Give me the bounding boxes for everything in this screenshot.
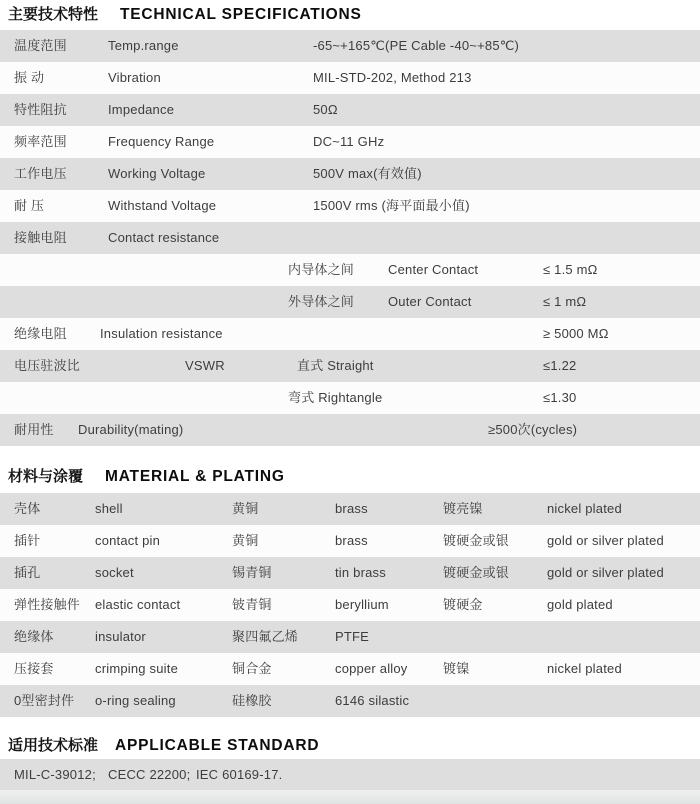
material-cn: 聚四氟乙烯 [232,629,299,644]
part-en: insulator [95,629,146,644]
part-cn: 插针 [14,533,41,548]
part-cn: 插孔 [14,565,41,580]
row-outer-contact [0,286,700,318]
label-en: Center Contact [388,262,479,277]
row-center-contact [0,254,700,286]
standard-title-cn: 适用技术标准 [8,737,99,754]
part-cn: 0型密封件 [14,693,75,708]
material-cn: 硅橡胶 [232,693,272,708]
row-vswr-straight [0,350,700,382]
label-en: Durability(mating) [78,422,184,437]
plating-en: nickel plated [547,661,622,676]
plating-cn: 镀硬金或银 [443,565,510,580]
label-en: Temp.range [108,38,179,53]
material-header [0,462,700,492]
label-cn: 特性阻抗 [14,102,67,117]
tech-specs-header [0,0,700,30]
material-en: copper alloy [335,661,408,676]
value: DC~11 GHz [313,134,385,149]
value: 50Ω [313,102,338,117]
row-shell [0,493,700,525]
material-cn: 黄铜 [232,533,259,548]
standards-row [0,759,700,790]
plating-en: gold or silver plated [547,533,664,548]
label-cn: 接触电阻 [14,230,67,245]
value: ≤1.30 [543,390,577,405]
label-en: Vibration [108,70,161,85]
standard-title-en: APPLICABLE STANDARD [115,737,320,754]
row-insulation-resistance [0,318,700,350]
material-title-en: MATERIAL & PLATING [105,468,285,485]
material-cn: 铜合金 [232,661,272,676]
value: 500V max(有效值) [313,166,422,181]
row-durability [0,414,700,446]
value: ≥ 5000 MΩ [543,326,609,341]
part-en: socket [95,565,134,580]
label-en: Withstand Voltage [108,198,217,213]
row-frequency-range [0,126,700,158]
material-en: beryllium [335,597,389,612]
label-en: Working Voltage [108,166,206,181]
tech-specs-title-cn: 主要技术特性 [8,6,99,23]
row-contact-resistance [0,222,700,254]
material-table [0,493,700,717]
row-socket [0,557,700,589]
label-cn: 内导体之间 [288,262,355,277]
standard-item: CECC 22200; [108,767,191,782]
sub-label: 弯式 Rightangle [288,390,383,405]
material-en: 6146 silastic [335,693,410,708]
row-vibration [0,62,700,94]
value: ≥500次(cycles) [488,422,578,437]
label-cn: 振 动 [14,70,45,85]
plating-cn: 镀亮镍 [443,501,483,516]
plating-en: gold plated [547,597,613,612]
value: -65~+165℃(PE Cable -40~+85℃) [313,38,520,53]
part-en: elastic contact [95,597,181,612]
page-edge-strip [0,790,700,804]
label-cn: 电压驻波比 [14,358,81,373]
part-en: shell [95,501,123,516]
value: 1500V rms (海平面最小值) [313,198,470,213]
label-cn: 频率范围 [14,134,67,149]
plating-cn: 镀硬金或银 [443,533,510,548]
material-cn: 铍青铜 [232,597,272,612]
material-cn: 锡青铜 [232,565,272,580]
part-cn: 壳体 [14,501,41,516]
tech-specs-title-en: TECHNICAL SPECIFICATIONS [120,6,362,23]
row-withstand-voltage [0,190,700,222]
row-vswr-right-angle [0,382,700,414]
plating-cn: 镀硬金 [443,597,483,612]
label-cn: 外导体之间 [288,294,355,309]
material-en: PTFE [335,629,370,644]
label-cn: 绝缘电阻 [14,326,67,341]
part-cn: 弹性接触件 [14,597,81,612]
value: ≤ 1 mΩ [543,294,587,309]
material-en: brass [335,533,368,548]
label-cn: 耐用性 [14,422,54,437]
row-o-ring-sealing [0,685,700,717]
part-en: crimping suite [95,661,178,676]
standard-item: IEC 60169-17. [196,767,283,782]
label-cn: 耐 压 [14,198,45,213]
label-en: Contact resistance [108,230,220,245]
label-en: Insulation resistance [100,326,223,341]
part-cn: 绝缘体 [14,629,54,644]
label-en: Frequency Range [108,134,215,149]
row-insulator [0,621,700,653]
standard-header [0,731,700,761]
label-cn: 工作电压 [14,166,67,181]
material-en: brass [335,501,368,516]
standard-item: MIL-C-39012; [14,767,96,782]
label-en: Impedance [108,102,175,117]
sub-label: 直式 Straight [297,358,374,373]
plating-en: nickel plated [547,501,622,516]
material-en: tin brass [335,565,386,580]
label-en: Outer Contact [388,294,472,309]
part-en: contact pin [95,533,161,548]
tech-specs-table [0,30,700,446]
material-cn: 黄铜 [232,501,259,516]
row-contact-pin [0,525,700,557]
plating-en: gold or silver plated [547,565,664,580]
row-crimping-suite [0,653,700,685]
label-cn: 温度范围 [14,38,67,53]
row-elastic-contact [0,589,700,621]
label-en: VSWR [185,358,225,373]
material-title-cn: 材料与涂覆 [8,468,84,485]
row-impedance [0,94,700,126]
row-working-voltage [0,158,700,190]
value: MIL-STD-202, Method 213 [313,70,472,85]
plating-cn: 镀镍 [443,661,470,676]
value: ≤1.22 [543,358,577,373]
value: ≤ 1.5 mΩ [543,262,598,277]
part-cn: 压接套 [14,661,54,676]
row-temp-range [0,30,700,62]
part-en: o-ring sealing [95,693,176,708]
